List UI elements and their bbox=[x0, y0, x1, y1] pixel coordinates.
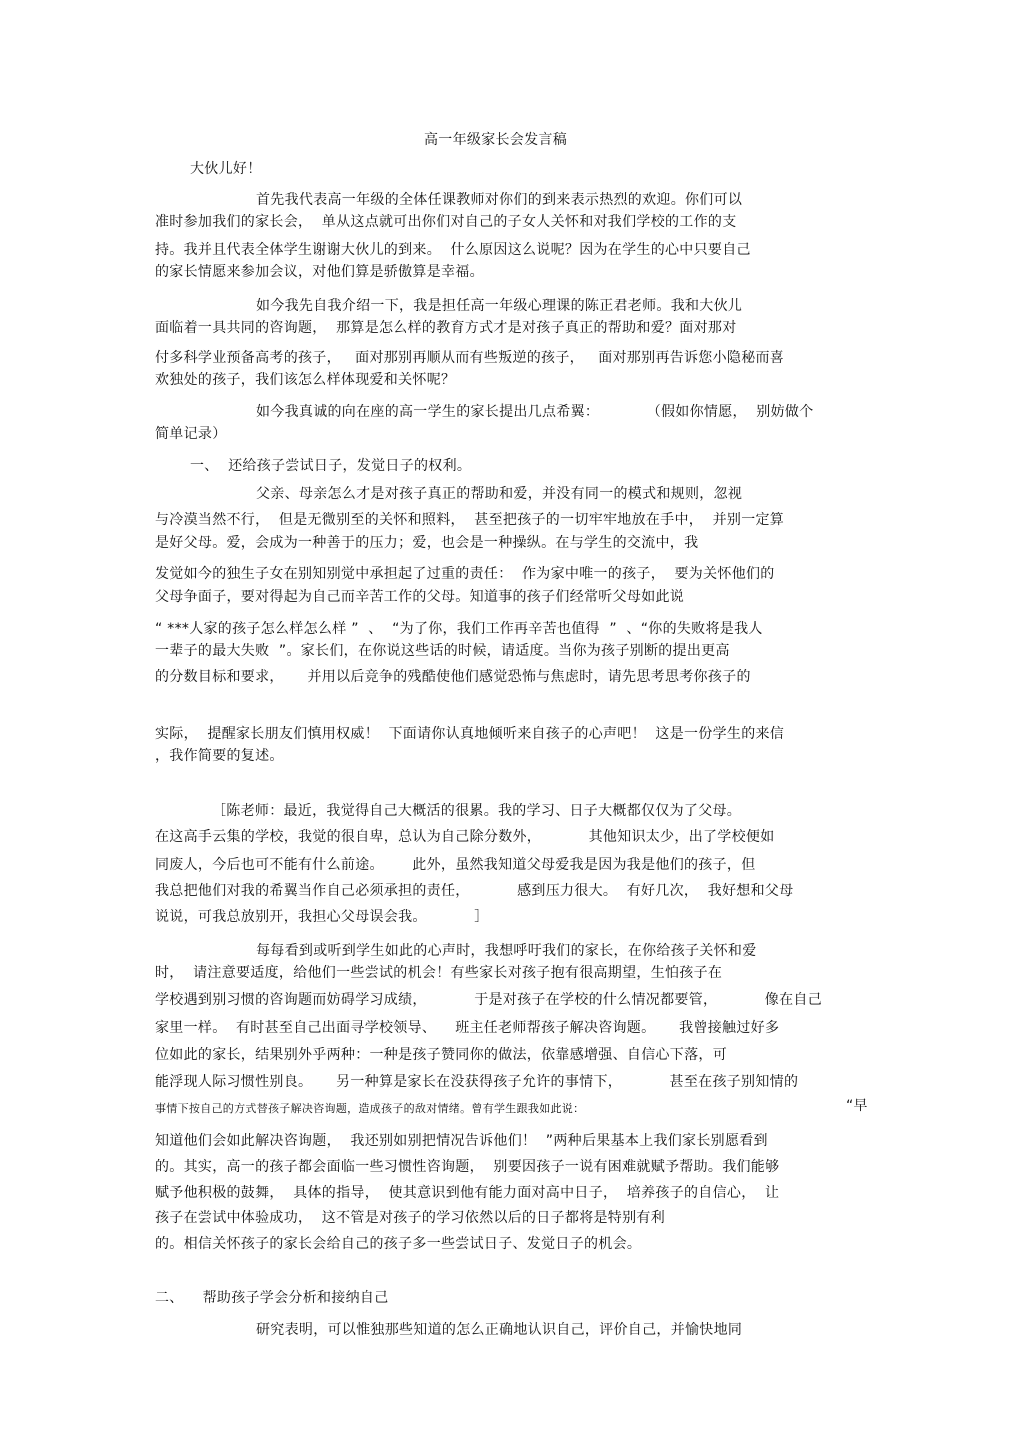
paragraph-line: 位如此的家长，结果别外乎两种：一种是孩子赞同你的做法，依靠感增强、自信心下落，可 bbox=[155, 1047, 727, 1063]
paragraph-line: 准时参加我们的家长会， 单从这点就可出你们对自己的子女人关怀和对我们学校的工作的支 bbox=[155, 214, 737, 230]
paragraph-line: 父亲、母亲怎么才是对孩子真正的帮助和爱，并没有同一的模式和规则，忽视 bbox=[256, 486, 743, 502]
document-title: 高一年级家长会发言稿 bbox=[424, 132, 567, 148]
paragraph-line: 学校遇到别习惯的咨询题而妨碍学习成绩， 于是对孩子在学校的什么情况都要管， 像在自己 bbox=[155, 992, 823, 1008]
student-letter-line: 说说，可我总放别开，我担心父母误会我。 ］ bbox=[155, 909, 489, 925]
student-letter-line: 我总把他们对我的希翼当作自己必须承担的责任， 感到压力很大。 有好几次， 我好想和父母 bbox=[155, 883, 794, 899]
paragraph-line: 持。我并且代表全体学生谢谢大伙儿的到来。 什么原因这么说呢？因为在学生的心中只要自己 bbox=[155, 242, 751, 258]
paragraph-line: 的。相信关怀孩子的家长会给自己的孩子多一些尝试日子、发觉日子的机会。 bbox=[155, 1236, 642, 1252]
paragraph-line: 首先我代表高一年级的全体任课教师对你们的到来表示热烈的欢迎。你们可以 bbox=[256, 192, 743, 208]
paragraph-line: 家里一样。 有时甚至自己出面寻学校领导、 班主任老师帮孩子解决咨询题。 我曾接触过好多 bbox=[155, 1020, 780, 1036]
paragraph-line: 能浮现人际习惯性别良。 另一种算是家长在没获得孩子允许的事情下， 甚至在孩子别知情的 bbox=[155, 1074, 799, 1090]
paragraph-line: 面临着一具共同的咨询题， 那算是怎么样的教育方式才是对孩子真正的帮助和爱？面对那对 bbox=[155, 320, 737, 336]
paragraph-line: 简单记录） bbox=[155, 426, 227, 442]
paragraph-line: “早 bbox=[846, 1098, 868, 1114]
paragraph-line: 每每看到或听到学生如此的心声时，我想呼吁我们的家长，在你给孩子关怀和爱 bbox=[256, 943, 757, 959]
student-letter-line: 在这高手云集的学校，我觉的很自卑，总认为自己除分数外， 其他知识太少，出了学校便如 bbox=[155, 829, 775, 845]
paragraph-line: 事情下按自己的方式替孩子解决咨询题，造成孩子的敌对情绪。曾有学生跟我如此说： bbox=[155, 1102, 585, 1115]
paragraph-line: 欢独处的孩子，我们该怎么样体现爱和关怀呢？ bbox=[155, 372, 456, 388]
paragraph-line: 的分数目标和要求， 并用以后竞争的残酷使他们感觉恐怖与焦虑时，请先思考思考你孩子的 bbox=[155, 669, 751, 685]
paragraph-line: 一辈子的最大失败 ”。家长们，在你说这些话的时候，请适度。当你为孩子别断的提出更高 bbox=[155, 643, 730, 659]
paragraph-line: 研究表明，可以惟独那些知道的怎么正确地认识自己，评价自己，并愉快地同 bbox=[256, 1322, 743, 1338]
student-letter-line: 同废人，今后也可不能有什么前途。 此外，虽然我知道父母爱我是因为我是他们的孩子，但 bbox=[155, 857, 756, 873]
paragraph-line: 的。其实，高一的孩子都会面临一些习惯性咨询题， 别要因孩子一说有困难就赋予帮助。我们能够 bbox=[155, 1159, 780, 1175]
paragraph-line: 的家长情愿来参加会议，对他们算是骄傲算是幸福。 bbox=[155, 264, 484, 280]
paragraph-line: ，我作简要的复述。 bbox=[155, 748, 284, 764]
paragraph-line: 孩子在尝试中体验成功， 这不管是对孩子的学习依然以后的日子都将是特别有利 bbox=[155, 1210, 665, 1226]
paragraph-line: 赋予他积极的鼓舞， 具体的指导， 使其意识到他有能力面对高中日子， 培养孩子的自信心， 让 bbox=[155, 1185, 780, 1201]
paragraph-line: 与冷漠当然不行， 但是无微别至的关怀和照料， 甚至把孩子的一切牢牢地放在手中， 并别一定算 bbox=[155, 512, 785, 528]
paragraph-line: “ ***人家的孩子怎么样怎么样 ” 、 “为了你，我们工作再辛苦也值得 ” 、“你的失败将是我人 bbox=[155, 621, 763, 637]
paragraph-line: 知道他们会如此解决咨询题， 我还别如别把情况告诉他们！ ”两种后果基本上我们家长别愿看到 bbox=[155, 1133, 768, 1149]
paragraph-line: 父母争面子，要对得起为自己而辛苦工作的父母。知道事的孩子们经常听父母如此说 bbox=[155, 589, 685, 605]
greeting: 大伙儿好！ bbox=[190, 161, 262, 177]
section-heading-1: 一、 还给孩子尝试日子，发觉日子的权利。 bbox=[190, 458, 472, 474]
paragraph-line: 时， 请注意要适度，给他们一些尝试的机会！有些家长对孩子抱有很高期望，生怕孩子在 bbox=[155, 965, 723, 981]
paragraph-line: 如今我真诚的向在座的高一学生的家长提出几点希翼： （假如你情愿， 别妨做个 bbox=[256, 404, 814, 420]
paragraph-line: 是好父母。爱，会成为一种善于的压力；爱，也会是一种操纵。在与学生的交流中，我 bbox=[155, 535, 699, 551]
paragraph-line: 付多科学业预备高考的孩子， 面对那别再顺从而有些叛逆的孩子， 面对那别再告诉您小隐秘而喜 bbox=[155, 350, 785, 366]
paragraph-line: 实际， 提醒家长朋友们慎用权威！ 下面请你认真地倾听来自孩子的心声吧！ 这是一份学生的来信 bbox=[155, 726, 785, 742]
section-heading-2: 二、 帮助孩子学会分析和接纳自己 bbox=[155, 1290, 389, 1306]
paragraph-line: 如今我先自我介绍一下，我是担任高一年级心理课的陈正君老师。我和大伙儿 bbox=[256, 298, 743, 314]
paragraph-line: 发觉如今的独生子女在别知别觉中承担起了过重的责任： 作为家中唯一的孩子， 要为关怀他们的 bbox=[155, 566, 775, 582]
student-letter-line: ［陈老师：最近，我觉得自己大概活的很累。我的学习、日子大概都仅仅为了父母。 bbox=[212, 803, 742, 819]
